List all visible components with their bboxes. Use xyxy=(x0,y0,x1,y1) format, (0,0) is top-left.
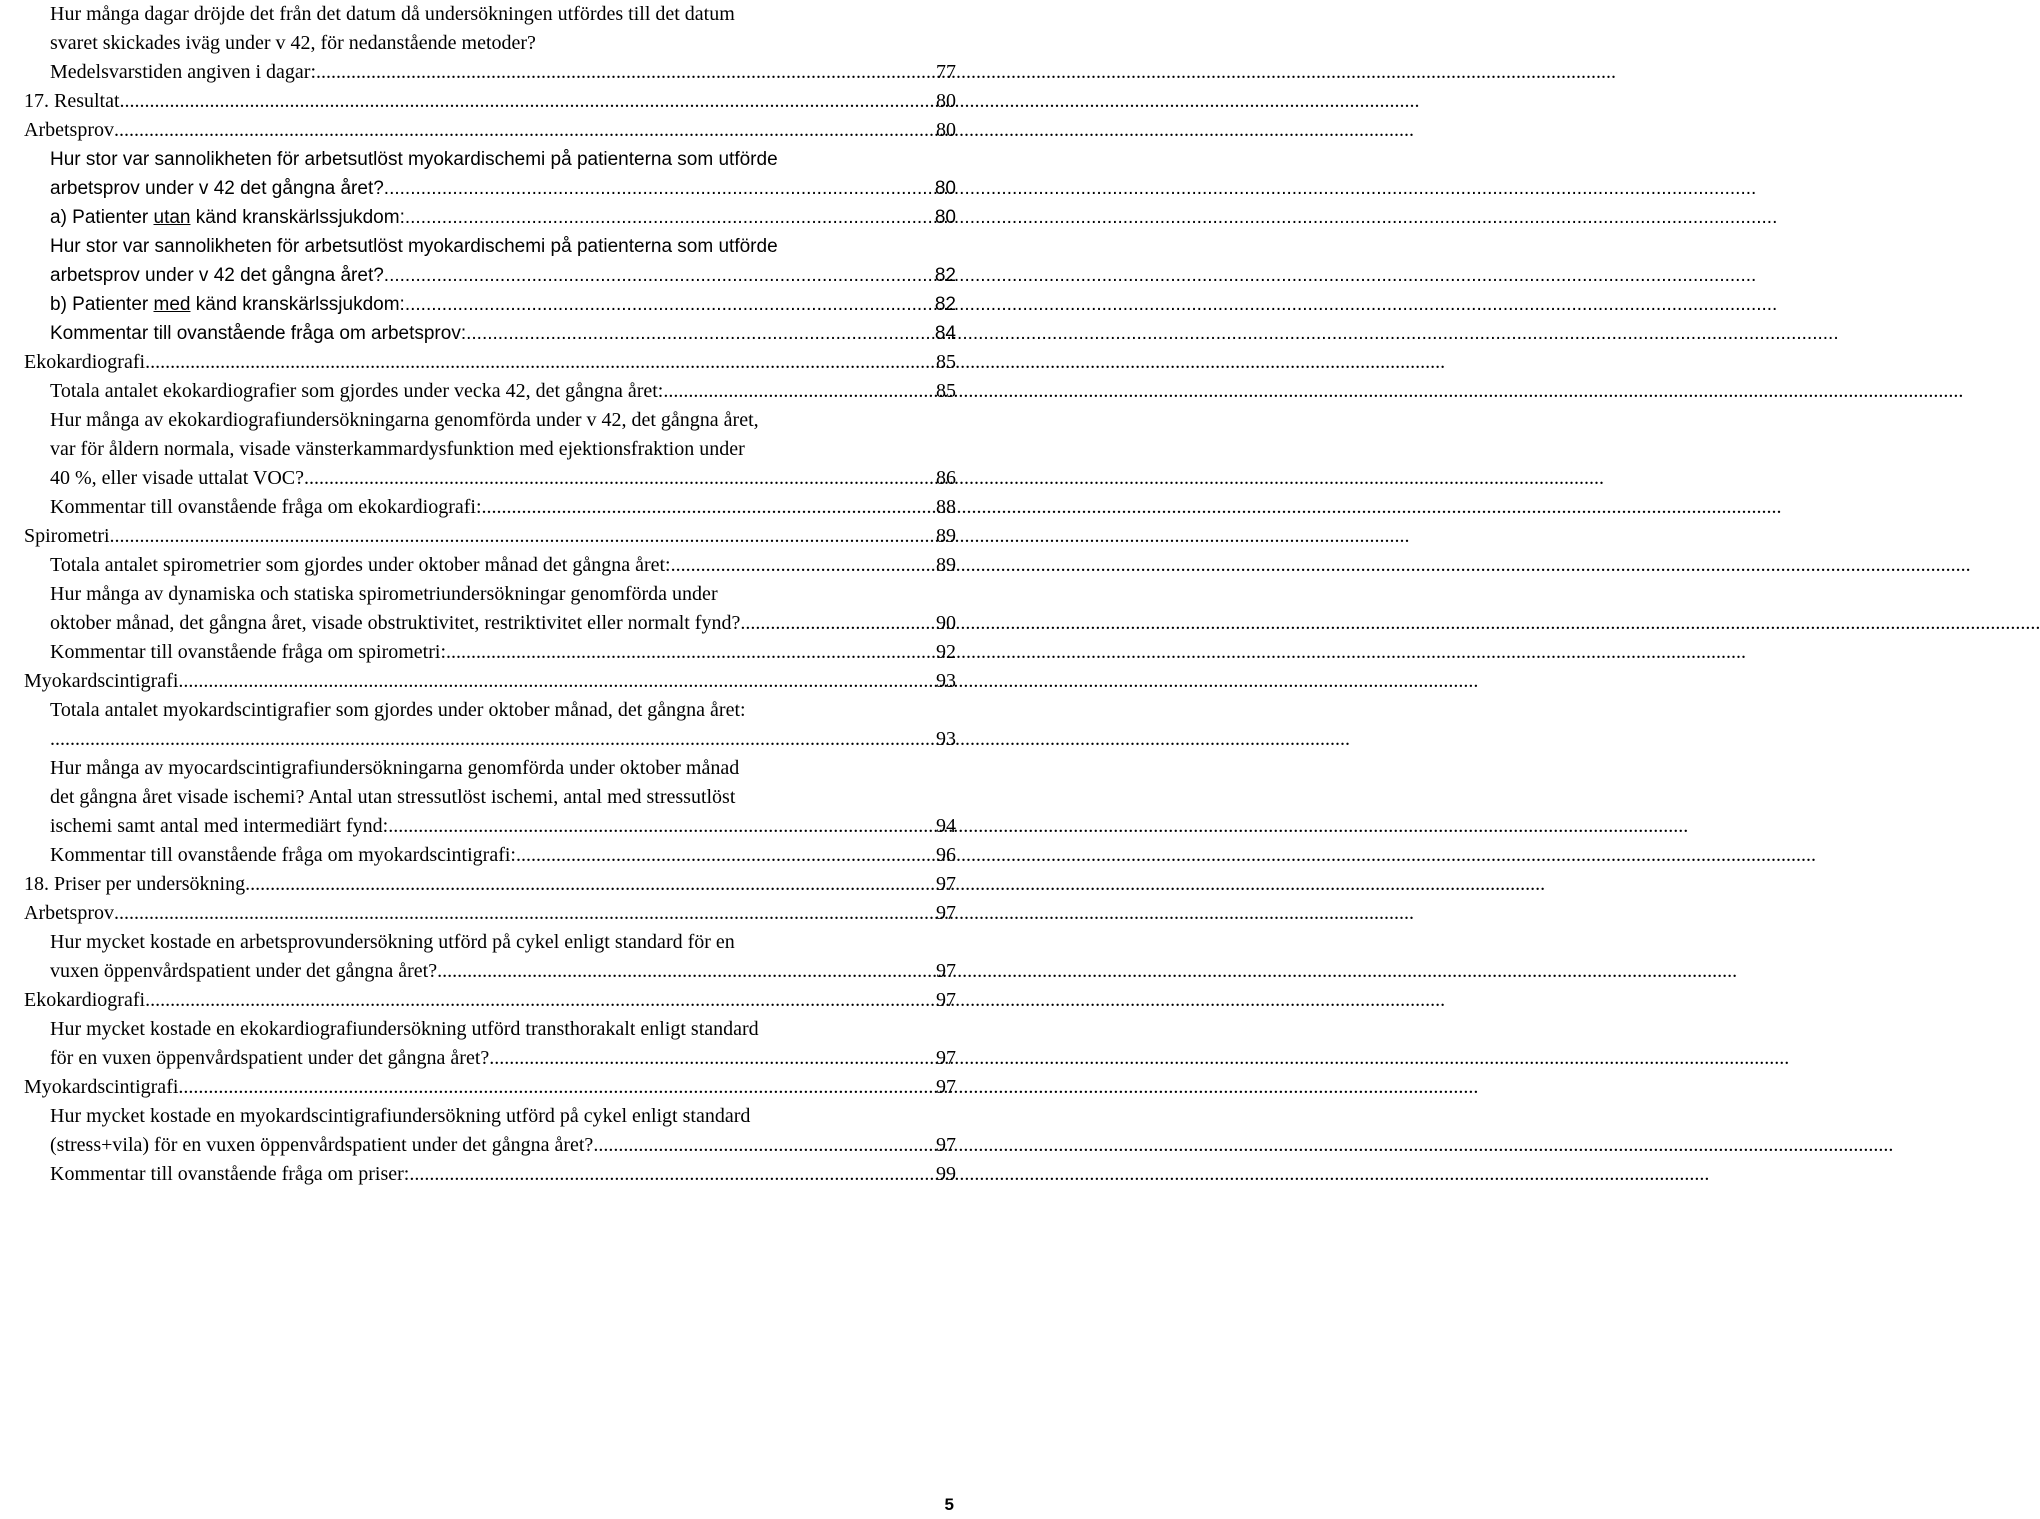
toc-entry-subsection[interactable] xyxy=(24,522,956,551)
toc-entry-text: Totala antalet spirometrier som gjordes under oktober månad det gångna året: xyxy=(50,554,671,576)
toc-page-number: 85 xyxy=(936,351,956,373)
toc-entry-subsection[interactable] xyxy=(24,899,956,928)
toc-entry[interactable] xyxy=(24,0,956,87)
toc-line: svaret skickades iväg under v 42, för nedanstående metoder? xyxy=(50,32,536,54)
toc-page-number: 97 xyxy=(936,1076,956,1098)
toc-entry[interactable] xyxy=(24,493,956,522)
toc-entry[interactable] xyxy=(24,377,956,406)
table-of-contents xyxy=(24,0,956,1189)
toc-line: Hur många av dynamiska och statiska spirometriundersökningar genomförda under xyxy=(50,583,718,605)
dot-leader xyxy=(409,1160,934,1189)
underlined-word: med xyxy=(153,294,191,315)
toc-page-number: 82 xyxy=(934,294,956,315)
toc-page-number: 97 xyxy=(936,960,956,982)
toc-entry-text: Myokardscintigrafi xyxy=(24,670,179,692)
dot-leader xyxy=(384,174,933,203)
toc-entry-text: 17. Resultat xyxy=(24,90,120,112)
toc-page-number: 93 xyxy=(936,728,956,750)
toc-entry[interactable] xyxy=(24,319,956,348)
dot-leader xyxy=(120,87,934,116)
toc-entry[interactable] xyxy=(24,638,956,667)
dot-leader xyxy=(740,609,934,638)
toc-line: Hur stor var sannolikheten för arbetsutlöst myokardischemi på patienterna som utförde xyxy=(50,149,778,170)
toc-page-number: 94 xyxy=(936,815,956,837)
dot-leader xyxy=(405,290,933,319)
toc-entry-text: Arbetsprov xyxy=(24,119,114,141)
toc-line: Hur många dagar dröjde det från det datum då undersökningen utfördes till det datum xyxy=(50,3,735,25)
toc-entry-text: Kommentar till ovanstående fråga om myokardscintigrafi: xyxy=(50,844,516,866)
toc-entry-text xyxy=(50,290,405,319)
dot-leader xyxy=(114,899,934,928)
toc-page-number: 90 xyxy=(936,612,956,634)
toc-line: Hur många av ekokardiografiundersökningarna genomförda under v 42, det gångna året, xyxy=(50,409,759,431)
dot-leader xyxy=(145,986,934,1015)
toc-entry[interactable] xyxy=(24,580,956,638)
dot-leader xyxy=(446,638,934,667)
toc-page-number: 80 xyxy=(934,207,956,228)
dot-leader xyxy=(482,493,934,522)
dot-leader xyxy=(50,725,934,754)
toc-page-number: 89 xyxy=(936,554,956,576)
toc-line: Hur stor var sannolikheten för arbetsutlöst myokardischemi på patienterna som utförde xyxy=(50,236,778,257)
dot-leader xyxy=(110,522,934,551)
dot-leader xyxy=(405,203,933,232)
toc-page-number: 77 xyxy=(936,61,956,83)
dot-leader xyxy=(489,1044,934,1073)
toc-entry[interactable] xyxy=(24,1160,956,1189)
toc-line: Totala antalet myokardscintigrafier som gjordes under oktober månad, det gångna året: xyxy=(50,699,746,721)
toc-entry-section[interactable] xyxy=(24,87,956,116)
toc-entry-text: Arbetsprov xyxy=(24,902,114,924)
toc-entry[interactable] xyxy=(24,203,956,232)
toc-page-number: 80 xyxy=(936,119,956,141)
toc-entry[interactable] xyxy=(24,551,956,580)
toc-page-number: 97 xyxy=(936,1047,956,1069)
toc-page-number: 92 xyxy=(936,641,956,663)
toc-entry-text: Medelsvarstiden angiven i dagar: xyxy=(50,61,317,83)
toc-entry-text: Ekokardiografi xyxy=(24,989,146,1011)
toc-entry[interactable] xyxy=(24,232,956,290)
dot-leader xyxy=(593,1131,934,1160)
dot-leader xyxy=(245,870,934,899)
toc-entry-subsection[interactable] xyxy=(24,986,956,1015)
toc-entry-text: Kommentar till ovanstående fråga om spirometri: xyxy=(50,641,446,663)
toc-entry-text: ischemi samt antal med intermediärt fynd: xyxy=(50,815,389,837)
dot-leader xyxy=(145,348,934,377)
dot-leader xyxy=(466,319,933,348)
toc-page-number: 86 xyxy=(936,467,956,489)
toc-entry-text: arbetsprov under v 42 det gångna året? xyxy=(50,265,384,286)
dot-leader xyxy=(114,116,934,145)
dot-leader xyxy=(388,812,934,841)
toc-entry[interactable] xyxy=(24,406,956,493)
toc-line: Hur många av myocardscintigrafiundersökningarna genomförda under oktober månad xyxy=(50,757,740,779)
toc-entry-text: 40 %, eller visade uttalat VOC? xyxy=(50,467,305,489)
toc-entry-text: Kommentar till ovanstående fråga om arbetsprov: xyxy=(50,323,467,344)
toc-entry-text: oktober månad, det gångna året, visade obstruktivitet, restriktivitet eller normalt fynd? xyxy=(50,612,741,634)
toc-line: Hur mycket kostade en myokardscintigrafiundersökning utförd på cykel enligt standard xyxy=(50,1105,751,1127)
text-part: känd kranskärlssjukdom: xyxy=(190,207,405,228)
toc-entry-subsection[interactable] xyxy=(24,1073,956,1102)
toc-entry[interactable] xyxy=(24,290,956,319)
toc-entry[interactable] xyxy=(24,145,956,203)
dot-leader xyxy=(384,261,933,290)
toc-entry-text: Spirometri xyxy=(24,525,110,547)
toc-entry-text: arbetsprov under v 42 det gångna året? xyxy=(50,178,384,199)
toc-page-number: 97 xyxy=(936,873,956,895)
toc-page-number: 99 xyxy=(936,1163,956,1185)
toc-page-number: 85 xyxy=(936,380,956,402)
toc-entry-subsection[interactable] xyxy=(24,116,956,145)
toc-page-number: 89 xyxy=(936,525,956,547)
toc-page-number: 88 xyxy=(936,496,956,518)
dot-leader xyxy=(316,58,934,87)
toc-entry-text: (stress+vila) för en vuxen öppenvårdspatient under det gångna året? xyxy=(50,1134,594,1156)
toc-entry[interactable] xyxy=(24,696,956,754)
dot-leader xyxy=(178,667,934,696)
toc-entry-text: Totala antalet ekokardiografier som gjordes under vecka 42, det gångna året: xyxy=(50,380,664,402)
toc-entry[interactable] xyxy=(24,754,956,841)
toc-page-number: 97 xyxy=(936,989,956,1011)
toc-page-number: 96 xyxy=(936,844,956,866)
toc-entry-text: Kommentar till ovanstående fråga om priser: xyxy=(50,1163,410,1185)
toc-page-number: 97 xyxy=(936,902,956,924)
toc-entry-text: Ekokardiografi xyxy=(24,351,146,373)
toc-entry[interactable] xyxy=(24,1015,956,1073)
toc-page-number: 80 xyxy=(936,90,956,112)
toc-entry[interactable] xyxy=(24,1102,956,1160)
dot-leader xyxy=(178,1073,934,1102)
text-part: a) Patienter xyxy=(50,207,154,228)
toc-entry-text: vuxen öppenvårdspatient under det gångna året? xyxy=(50,960,438,982)
toc-entry-text: 18. Priser per undersökning xyxy=(24,873,246,895)
toc-line: det gångna året visade ischemi? Antal utan stressutlöst ischemi, antal med stressutlöst xyxy=(50,786,736,808)
toc-entry[interactable] xyxy=(24,928,956,986)
toc-entry-text xyxy=(50,203,405,232)
toc-entry-subsection[interactable] xyxy=(24,667,956,696)
toc-entry-section[interactable] xyxy=(24,870,956,899)
toc-line: Hur mycket kostade en arbetsprovundersökning utförd på cykel enligt standard för en xyxy=(50,931,735,953)
toc-line: var för åldern normala, visade vänsterkammardysfunktion med ejektionsfraktion under xyxy=(50,438,745,460)
dot-leader xyxy=(671,551,934,580)
text-part: känd kranskärlssjukdom: xyxy=(190,294,405,315)
dot-leader xyxy=(516,841,934,870)
dot-leader xyxy=(304,464,934,493)
dot-leader xyxy=(437,957,934,986)
toc-entry-text: för en vuxen öppenvårdspatient under det gångna året? xyxy=(50,1047,490,1069)
toc-entry[interactable] xyxy=(24,841,956,870)
toc-page-number: 97 xyxy=(936,1134,956,1156)
toc-page-number: 82 xyxy=(934,265,956,286)
underlined-word: utan xyxy=(153,207,191,228)
toc-page-number: 80 xyxy=(934,178,956,199)
toc-entry-text: Myokardscintigrafi xyxy=(24,1076,179,1098)
toc-line: Hur mycket kostade en ekokardiografiundersökning utförd transthorakalt enligt standard xyxy=(50,1018,759,1040)
dot-leader xyxy=(663,377,934,406)
toc-entry-text: Kommentar till ovanstående fråga om ekokardiografi: xyxy=(50,496,482,518)
toc-page-number: 93 xyxy=(936,670,956,692)
toc-entry-subsection[interactable] xyxy=(24,348,956,377)
text-part: b) Patienter xyxy=(50,294,154,315)
page-number: 5 xyxy=(944,1495,954,1514)
toc-page-number: 84 xyxy=(934,323,956,344)
